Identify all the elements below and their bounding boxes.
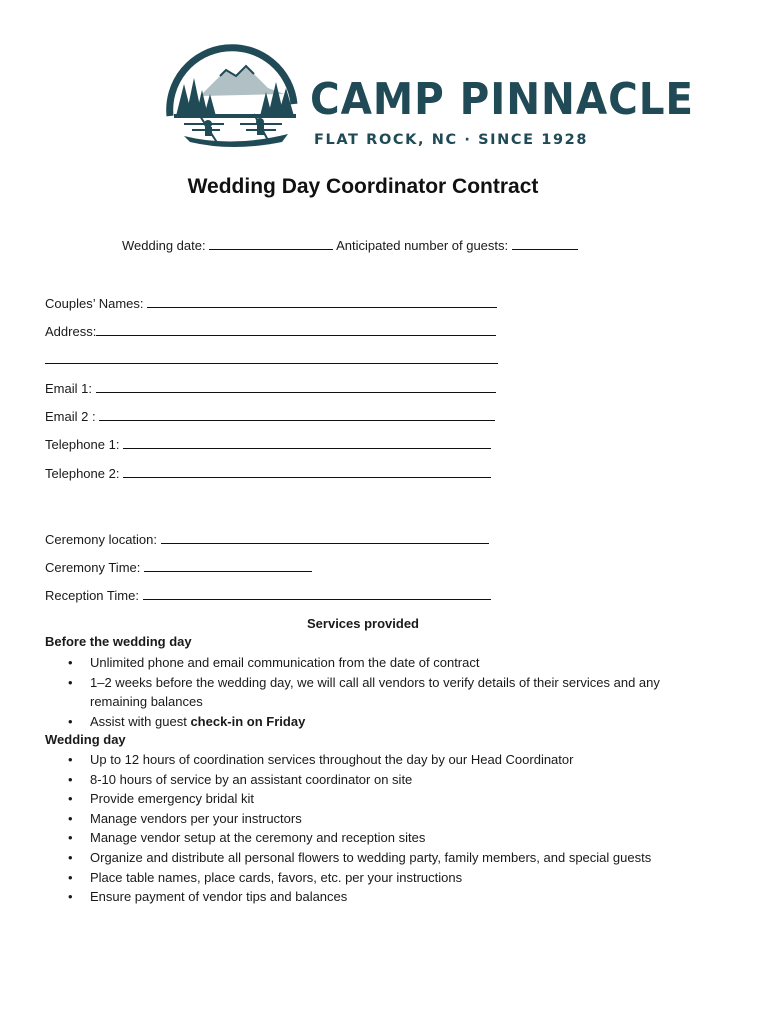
telephone2-label: Telephone 2: xyxy=(45,466,120,481)
ceremony-location-row xyxy=(45,530,489,549)
brand-tagline: FLAT ROCK, NC · SINCE 1928 xyxy=(314,132,589,148)
telephone1-row xyxy=(45,435,491,454)
document-title: Wedding Day Coordinator Contract xyxy=(187,175,539,198)
reception-time-label: Reception Time: xyxy=(45,588,139,603)
ceremony-time-row xyxy=(45,558,312,577)
address-label: Address: xyxy=(45,324,97,339)
before-wedding-list xyxy=(68,653,708,731)
bullet-icon: • xyxy=(68,752,73,767)
email2-row xyxy=(45,407,495,426)
list-item: • Place table names, place cards, favors, etc. per your instructions xyxy=(68,868,708,888)
email1-label: Email 1: xyxy=(45,381,92,396)
services-title: Services provided xyxy=(307,616,419,631)
list-item: • Manage vendors per your instructors xyxy=(68,809,708,829)
telephone1-field[interactable] xyxy=(123,435,491,449)
email2-label: Email 2 : xyxy=(45,409,96,424)
brand-name: CAMP PINNACLE xyxy=(310,74,695,125)
telephone2-row xyxy=(45,464,491,483)
address-field-line1[interactable] xyxy=(96,322,496,336)
list-item: • Provide emergency bridal kit xyxy=(68,789,708,809)
bullet-icon: • xyxy=(68,713,73,729)
reception-time-field[interactable] xyxy=(143,586,491,600)
email1-row xyxy=(45,379,496,398)
wedding-date-field[interactable] xyxy=(209,236,333,250)
bullet-icon: • xyxy=(68,655,73,670)
list-item: • Up to 12 hours of coordination services throughout the day by our Head Coordinator xyxy=(68,750,708,770)
list-item: • Ensure payment of vendor tips and balances xyxy=(68,887,708,907)
email2-field[interactable] xyxy=(99,407,495,421)
wedding-day-list xyxy=(68,750,708,907)
guests-field[interactable] xyxy=(512,236,578,250)
address-row xyxy=(45,322,496,341)
bullet-icon: • xyxy=(68,889,73,905)
camp-pinnacle-logo xyxy=(164,44,695,154)
list-item: • Unlimited phone and email communication from the date of contract xyxy=(68,653,708,673)
couples-names-row xyxy=(45,294,497,313)
wedding-day-heading: Wedding day xyxy=(45,732,126,747)
list-item: • 8-10 hours of service by an assistant coordinator on site xyxy=(68,770,708,790)
telephone2-field[interactable] xyxy=(123,464,491,478)
couples-names-field[interactable] xyxy=(147,294,497,308)
bullet-icon: • xyxy=(68,810,73,826)
wedding-date-label: Wedding date: xyxy=(122,238,206,253)
email1-field[interactable] xyxy=(96,379,496,393)
list-item: • Manage vendor setup at the ceremony and reception sites xyxy=(68,828,708,848)
ceremony-location-field[interactable] xyxy=(161,530,489,544)
list-item: • Assist with guest check-in on Friday xyxy=(68,712,708,732)
ceremony-location-label: Ceremony location: xyxy=(45,532,157,547)
guests-label: Anticipated number of guests: xyxy=(336,238,509,253)
lake-canoe-emblem-icon xyxy=(164,44,300,154)
bullet-icon: • xyxy=(68,869,73,885)
reception-time-row xyxy=(45,586,491,605)
before-wedding-heading: Before the wedding day xyxy=(45,634,192,649)
couples-names-label: Couples’ Names: xyxy=(45,296,144,311)
bullet-icon: • xyxy=(68,771,73,787)
ceremony-time-field[interactable] xyxy=(144,558,312,572)
list-item: • 1–2 weeks before the wedding day, we will call all vendors to verify details of their services and any remaining balances xyxy=(68,674,660,710)
wedding-date-row xyxy=(122,236,578,255)
bullet-icon: • xyxy=(68,674,73,690)
address-field-line2[interactable] xyxy=(45,350,498,364)
bullet-icon: • xyxy=(68,849,73,865)
checkin-emphasis: check-in on Friday xyxy=(190,713,306,729)
telephone1-label: Telephone 1: xyxy=(45,437,120,452)
ceremony-time-label: Ceremony Time: xyxy=(45,560,141,575)
address-row-2 xyxy=(45,350,498,369)
bullet-icon: • xyxy=(68,791,73,807)
list-item: • Organize and distribute all personal flowers to wedding party, family members, and special guests xyxy=(68,848,708,868)
bullet-icon: • xyxy=(68,830,73,846)
